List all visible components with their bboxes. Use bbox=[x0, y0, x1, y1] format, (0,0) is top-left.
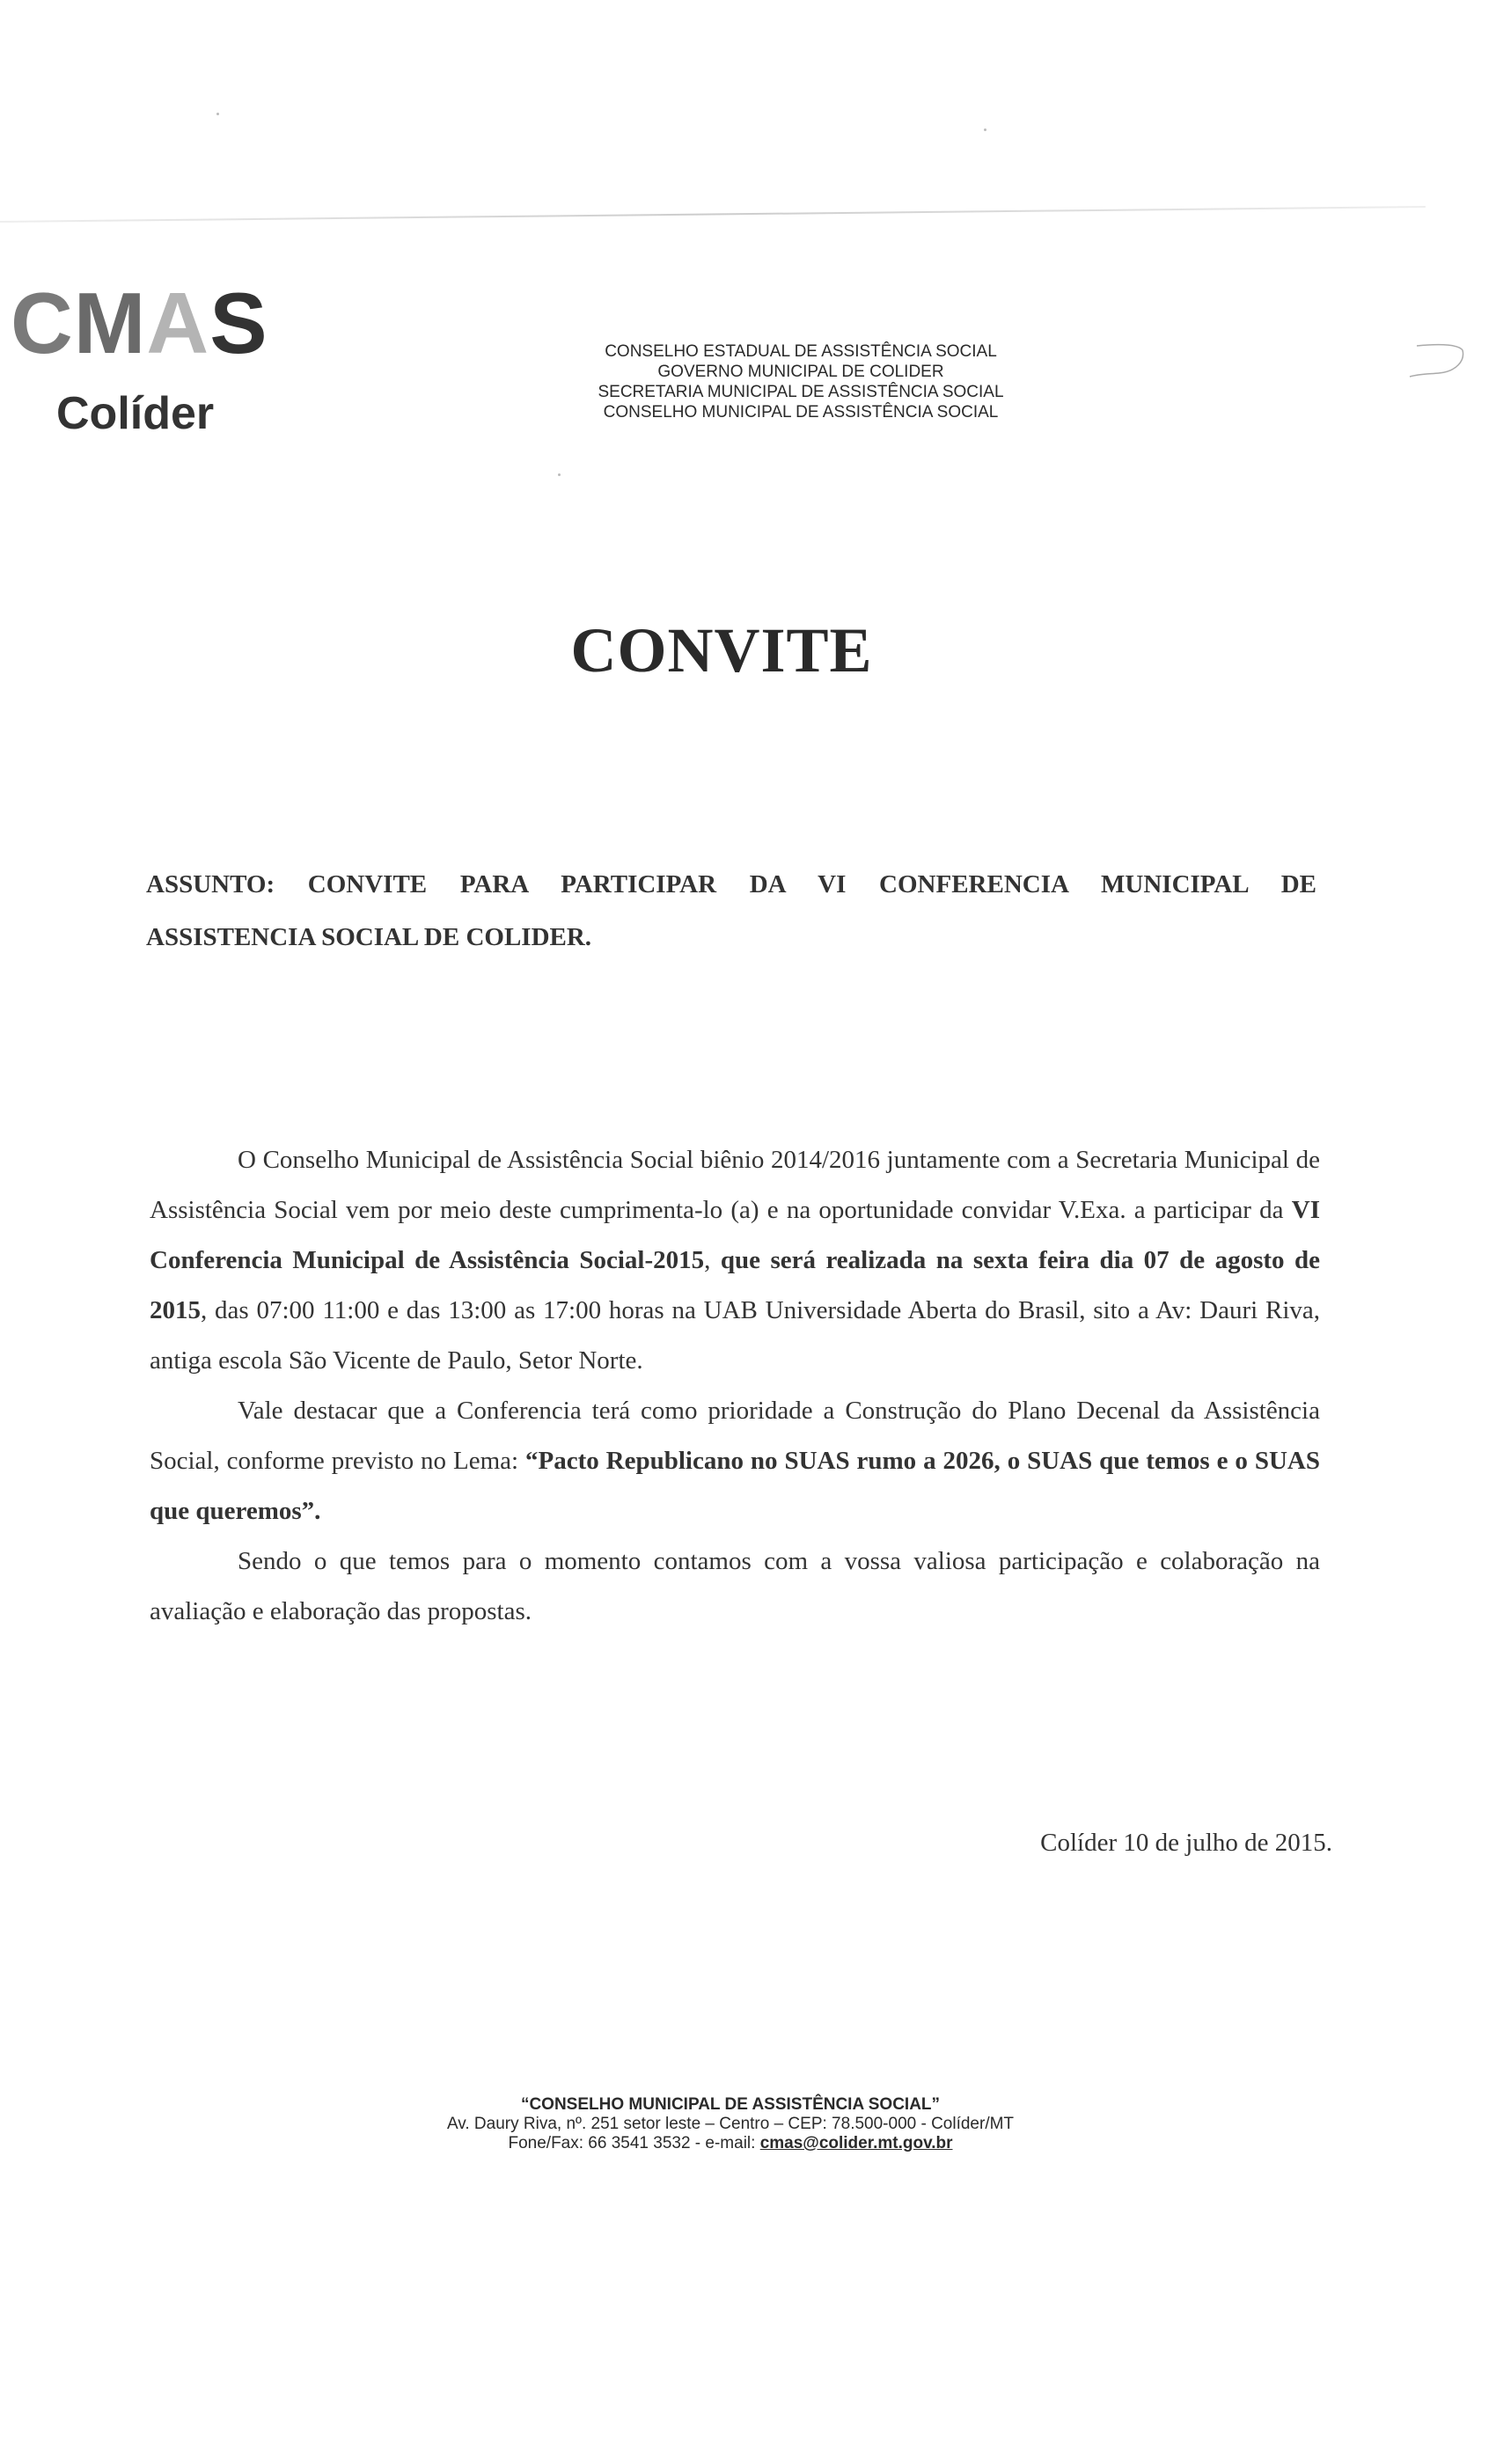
logo-acronym bbox=[11, 275, 268, 371]
event-name: VI Conferencia Municipal de Assistência Social-2015 bbox=[150, 1196, 1320, 1274]
letterhead-line: CONSELHO MUNICIPAL DE ASSISTÊNCIA SOCIAL bbox=[603, 403, 999, 422]
logo-city: Colíder bbox=[56, 388, 215, 439]
event-motto: “Pacto Republicano no SUAS rumo a 2026, o SUAS que temos e o SUAS que queremos”. bbox=[150, 1447, 1320, 1525]
scan-artifact-line bbox=[0, 206, 1426, 223]
subject-line: ASSISTENCIA SOCIAL DE COLIDER. bbox=[146, 923, 592, 951]
footer-email-link[interactable]: cmas@colider.mt.gov.br bbox=[759, 2134, 953, 2152]
paragraph-priority bbox=[150, 1386, 1320, 1536]
logo-letter: S bbox=[209, 275, 268, 371]
text-run: O Conselho Municipal de Assistência Social biênio 2014/2016 juntamente com a Secretaria Municipal de Assistência Social vem por meio deste cumprimenta-lo (a) e na oportunidade convidar V.Exa. a participar da bbox=[150, 1146, 1320, 1224]
text-run: Vale destacar que a Conferencia terá como prioridade a Construção do Plano Decenal da Assistência Social, conforme previsto no Lema: bbox=[150, 1397, 1320, 1475]
scan-speck bbox=[984, 128, 986, 131]
footer-phone: Fone/Fax: 66 3541 3532 - e-mail: bbox=[508, 2134, 760, 2152]
subject bbox=[146, 858, 1316, 964]
subject-line: ASSUNTO: CONVITE PARA PARTICIPAR DA VI CONFERENCIA MUNICIPAL DE bbox=[146, 870, 1316, 898]
footer bbox=[405, 2095, 1056, 2153]
letterhead bbox=[563, 341, 1038, 422]
paragraph-closing: Sendo o que temos para o momento contamos com a vossa valiosa participação e colaboração na avaliação e elaboração das propostas. bbox=[150, 1547, 1320, 1625]
text-run: , bbox=[704, 1246, 721, 1274]
scan-speck bbox=[216, 113, 219, 115]
event-date: que será realizada na sexta feira dia 07 de agosto de 2015 bbox=[150, 1246, 1320, 1324]
document-title: CONVITE bbox=[570, 615, 873, 686]
date-line: Colíder 10 de julho de 2015. bbox=[1040, 1829, 1332, 1857]
logo-letter: C bbox=[11, 275, 74, 371]
letterhead-line: SECRETARIA MUNICIPAL DE ASSISTÊNCIA SOCIAL bbox=[598, 383, 1004, 401]
footer-org-name: “CONSELHO MUNICIPAL DE ASSISTÊNCIA SOCIAL” bbox=[520, 2095, 941, 2114]
logo-letter: M bbox=[73, 275, 147, 371]
text-run: , das 07:00 11:00 e das 13:00 as 17:00 horas na UAB Universidade Aberta do Brasil, sito a Av: Dauri Riva, antiga escola São Vicente de Paulo, Setor Norte. bbox=[150, 1296, 1320, 1375]
footer-address: Av. Daury Riva, nº. 251 setor leste – Centro – CEP: 78.500-000 - Colíder/MT bbox=[446, 2115, 1015, 2133]
footer-contact bbox=[405, 2134, 1056, 2153]
letterhead-line: GOVERNO MUNICIPAL DE COLIDER bbox=[657, 363, 944, 381]
scan-artifact-mark bbox=[1408, 343, 1470, 380]
logo-letter: A bbox=[146, 275, 210, 371]
cmas-logo bbox=[11, 275, 268, 439]
letterhead-line: CONSELHO ESTADUAL DE ASSISTÊNCIA SOCIAL bbox=[605, 342, 997, 361]
paragraph-invitation bbox=[150, 1135, 1320, 1386]
letter-body bbox=[150, 1135, 1320, 1637]
scan-speck bbox=[558, 473, 561, 476]
